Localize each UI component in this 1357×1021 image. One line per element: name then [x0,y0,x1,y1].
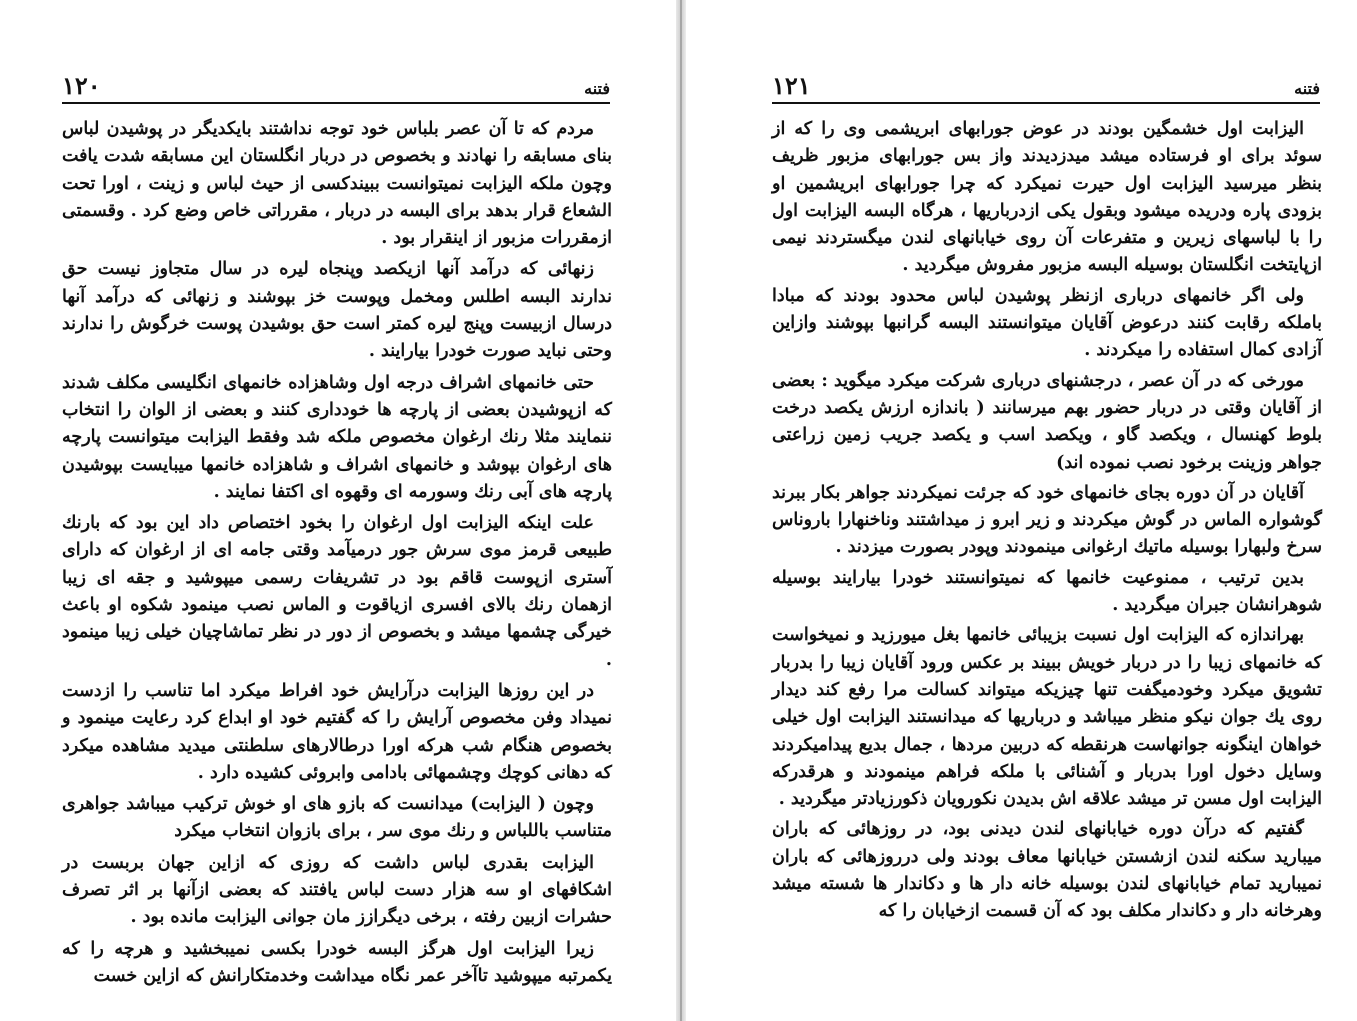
paragraph: مردم که تا آن عصر بلباس خود توجه نداشتند بایکدیگر در پوشیدن لباس بنای مسابقه را نهادند و بخصوص در دربار انگلستان این مسابقه شدت یافت وچون ملکه الیزابت نمیتوانست ببیندکسی از حیث لباس و زینت ، اورا تحت الشعاع قرار بدهد برای البسه در دربار ، مقرراتی خاص وضع کرد . وقسمتی ازمقررات مزبور از اینقرار بود . [62,119,612,249]
left-page-body [62,116,612,994]
left-page-number: ۱۲۰ [62,71,101,100]
paragraph: ولی اگر خانمهای درباری ازنظر پوشیدن لباس محدود بودند که مبادا باملکه رقابت کنند درعوض آقایان میتوانستند البسه گرانبها بپوشند وازاین آزادی کمال استفاده را میکردند . [772,285,1322,361]
paragraph: زنهائی که درآمد آنها ازیکصد وپنجاه لیره در سال متجاوز نیست حق ندارند البسه اطلس ومخمل وپوست خز بپوشند و زنهائی که درآمد آنها درسال ازبیست وپنج لیره کمتر است حق بوشیدن پوست خرگوش را ندارند وحتی نباید صورت خودرا بیارایند . [62,259,612,362]
left-running-title: فتنه [584,79,610,98]
right-page-header [772,66,1320,104]
left-page [0,0,676,1021]
paragraph: آقایان در آن دوره بجای خانمهای خود که جرئت نمیکردند جواهر بکار ببرند گوشواره الماس در گوش میکردند و زیر ابرو ز میداشتند وناخنهارا باروناس سرخ ولبهارا بوسیله ماتیك ارغوانی مینمودند وپودر بصورت میزدند . [772,482,1322,558]
paragraph: بهراندازه که الیزابت اول نسبت بزیبائی خانمها بغل میورزید و نمیخواست که خانمهای زیبا را در دربار خویش ببیند بر عکس ورود آقایان زیبا را بدربار تشویق میکرد وخودمیگفت تنها چیزیکه میتواند کسالت مرا رفع کند دیدار روی یك جوان نیکو منظر میباشد و درباریها که میدانستند الیزابت اول خیلی خواهان اینگونه جوانهاست هرنقطه که دربین مردها ، جمال بدیع پیدامیکردند وسایل دخول اورا بدربار و آشنائی با ملکه فراهم مینمودند و هرقدرکه الیزابت اول مسن تر میشد علاقه اش بدیدن نکورویان ذکورزیادتر میگردید . [772,625,1322,810]
left-page-header [62,66,610,104]
paragraph: علت اینکه الیزابت اول ارغوان را بخود اختصاص داد این بود که بارنك طبیعی قرمز موی سرش جور درمیآمد وقتی جامه ای از ارغوان که دارای آستری ازپوست قاقم بود در تشریفات رسمی میپوشید و جقه ای زیبا ازهمان رنك بالای افسری ازیاقوت و الماس نصب مینمود شکوه او باعث خیرگی چشمها میشد و بخصوص از دور در نظر تماشاچیان خیلی زیبا مینمود . [62,513,612,670]
paragraph: الیزابت اول خشمگین بودند در عوض جورابهای ابریشمی وی را که از سوئد برای او فرستاده میشد میدزدیدند واز بس جورابهای مزبور ظریف بنظر میرسید الیزابت اول حیرت نمیکرد که چرا جورابهای ابریشمین او بزودی پاره ودریده میشود وبقول یکی ازدرباریها ، هرگاه البسه الیزابت اول را با لباسهای زیرین و متفرعات آن روی خیابانهای لندن میگستردند نیمی ازپایتخت انگلستان بوسیله البسه مزبور مفروش میگردید . [772,119,1322,276]
right-page [686,0,1357,1021]
book-gutter [676,0,686,1021]
paragraph: زیرا الیزابت اول هرگز البسه خودرا بکسی نمیبخشید و هرچه را که یکمرتبه میپوشید تاآخر عمر نگاه میداشت وخدمتکارانش که ازاین خست [62,938,612,986]
right-page-number: ۱۲۱ [772,71,811,100]
paragraph: گفتیم که درآن دوره خیابانهای لندن دیدنی بود، در روزهائی که باران میبارید سکنه لندن ازشستن خیابانها معاف بودند ولی درروزهائی که باران نمیبارید تمام خیابانهای لندن بوسیله خانه دار ها و دکاندار ها شسته میشد وهرخانه دار و دکاندار مکلف بود که آن قسمت ازخیابان را که [772,819,1322,922]
paragraph: بدین ترتیب ، ممنوعیت خانمها که نمیتوانستند خودرا بیارایند بوسیله شوهرانشان جبران میگردید . [772,567,1322,616]
right-running-title: فتنه [1294,79,1320,98]
paragraph: مورخی که در آن عصر ، درجشنهای درباری شرکت میکرد میگوید : بعضی از آقایان وقتی در دربار حضور بهم میرسانند ( باندازه ارزش یکصد درخت بلوط کهنسال ، ویکصد گاو ، ویکصد اسب و یکصد جریب زمین زراعتی جواهر وزینت برخود نصب نموده اند) [772,370,1322,473]
right-page-body [772,116,1322,929]
paragraph: در این روزها الیزابت درآرایش خود افراط میکرد اما تناسب را ازدست نمیداد وفن مخصوص آرایش را که گفتیم خود او ابداع کرد رعایت مینمود و بخصوص هنگام شب هرکه اورا درطالارهای سلطنتی میدید مشاهده میکرد که دهانی کوچك وچشمهائی بادامی وابروئی کشیده دارد . [62,680,612,783]
paragraph: الیزابت بقدری لباس داشت که روزی که ازاین جهان بربست در اشکافهای او سه هزار دست لباس یافتند که بعضی ازآنها بر اثر تصرف حشرات ازبین رفته ، برخی دیگرازز مان جوانی الیزابت مانده بود . [62,852,612,928]
paragraph: حتی خانمهای اشراف درجه اول وشاهزاده خانمهای انگلیسی مکلف شدند که ازپوشیدن بعضی از پارچه ها خودداری کنند و بعضی از الوان را انتخاب ننمایند مثلا رنك ارغوان مخصوص ملکه شد وفقط الیزابت میتوانست پارچه های ارغوان بپوشد و خانمهای اشراف و شاهزاده خانمها میبایست بپوشیدن پارچه های آبی رنك وسورمه ای وقهوه ای اکتفا نمایند . [62,372,612,502]
paragraph: وچون ( الیزابت) میدانست که بازو های او خوش ترکیب میباشد جواهری متناسب باللباس و رنك موی سر ، برای بازوان انتخاب میکرد [62,794,612,842]
